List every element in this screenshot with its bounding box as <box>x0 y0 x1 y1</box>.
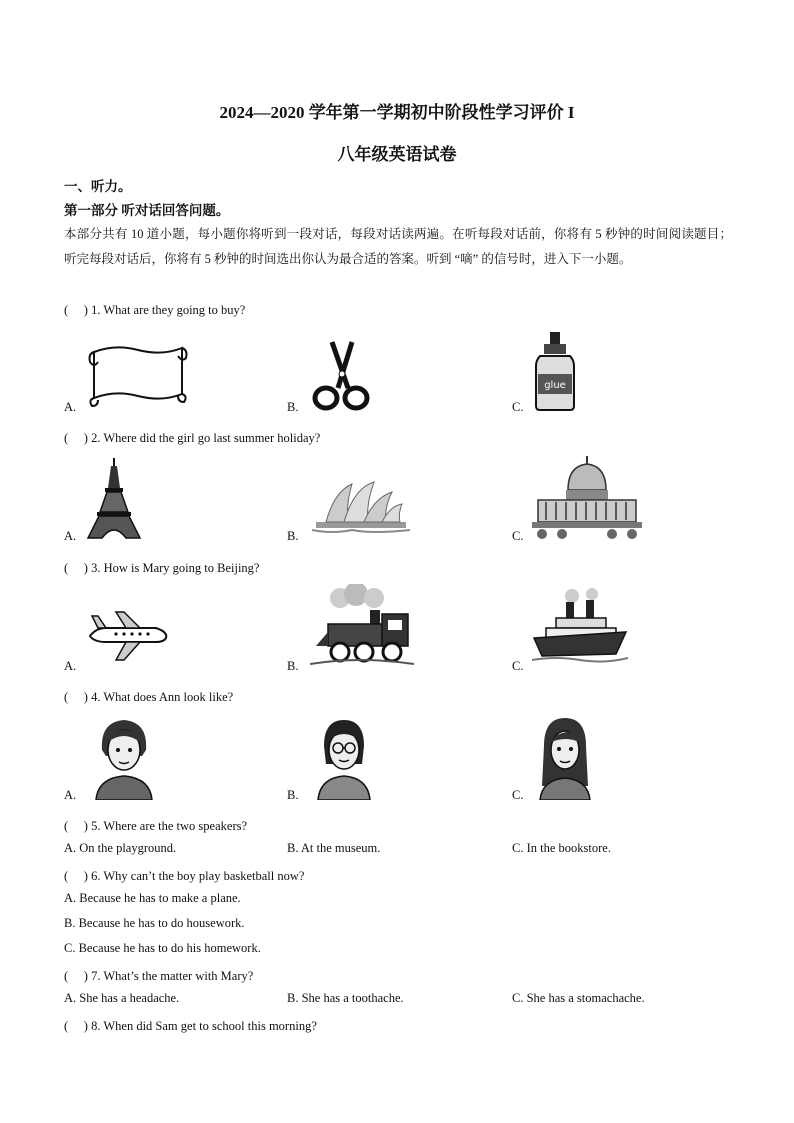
option-a: A. On the playground. <box>64 841 177 855</box>
glasses-girl-icon <box>314 716 374 800</box>
option-a: A. She has a headache. <box>64 991 180 1005</box>
option-a-label: A. <box>64 400 77 414</box>
option-c-label: C. <box>512 659 524 673</box>
page-title: 2024—2020 学年第一学期初中阶段性学习评价 I <box>219 103 575 122</box>
question-7: ( ) 7. What’s the matter with Mary? <box>64 969 254 983</box>
train-icon <box>310 584 414 668</box>
option-b-label: B. <box>287 659 299 673</box>
option-c: C. In the bookstore. <box>512 841 611 855</box>
question-1: ( ) 1. What are they going to buy? <box>64 303 246 317</box>
sydney-opera-house-icon <box>312 478 410 536</box>
ship-icon <box>532 588 628 664</box>
option-c: C. She has a stomachache. <box>512 991 645 1005</box>
question-4: ( ) 4. What does Ann look like? <box>64 690 234 704</box>
option-a-label: A. <box>64 788 77 802</box>
question-8: ( ) 8. When did Sam get to school this morning? <box>64 1019 317 1033</box>
page-subtitle: 八年级英语试卷 <box>337 145 457 164</box>
option-b: B. At the museum. <box>287 841 381 855</box>
part-heading: 第一部分 听对话回答问题。 <box>64 203 230 218</box>
glue-label: glue <box>544 380 566 391</box>
question-5: ( ) 5. Where are the two speakers? <box>64 819 248 833</box>
scroll-paper-icon <box>86 340 190 408</box>
option-c-label: C. <box>512 788 524 802</box>
option-b: B. She has a toothache. <box>287 991 404 1005</box>
question-2: ( ) 2. Where did the girl go last summer holiday? <box>64 431 321 445</box>
option-a: A. Because he has to make a plane. <box>64 891 241 905</box>
airplane-icon <box>86 610 170 662</box>
option-c: C. Because he has to do his homework. <box>64 941 261 955</box>
option-b-label: B. <box>287 529 299 543</box>
option-a-label: A. <box>64 659 77 673</box>
option-b-label: B. <box>287 788 299 802</box>
short-hair-girl-icon <box>92 716 156 800</box>
option-c-label: C. <box>512 400 524 414</box>
scissors-icon <box>312 338 372 414</box>
question-6: ( ) 6. Why can’t the boy play basketball now? <box>64 869 305 883</box>
option-b: B. Because he has to do housework. <box>64 916 245 930</box>
long-hair-girl-icon <box>536 716 594 800</box>
option-c-label: C. <box>512 529 524 543</box>
question-3: ( ) 3. How is Mary going to Beijing? <box>64 561 260 575</box>
option-b-label: B. <box>287 400 299 414</box>
glue-bottle-icon <box>532 330 578 412</box>
section-heading: 一、听力。 <box>64 179 132 194</box>
option-a-label: A. <box>64 529 77 543</box>
eiffel-tower-icon <box>86 458 142 540</box>
instructions: 本部分共有 10 道小题，每小题你将听到一段对话，每段对话读两遍。在听每段对话前，你将有 5 秒钟的时间阅读题目；听完每段对话后，你将有 5 秒钟的时间选出你认为最合适的答案。听到 “嘀” 的信号时，进入下一小题。 <box>64 227 732 266</box>
capitol-building-icon <box>532 456 642 540</box>
